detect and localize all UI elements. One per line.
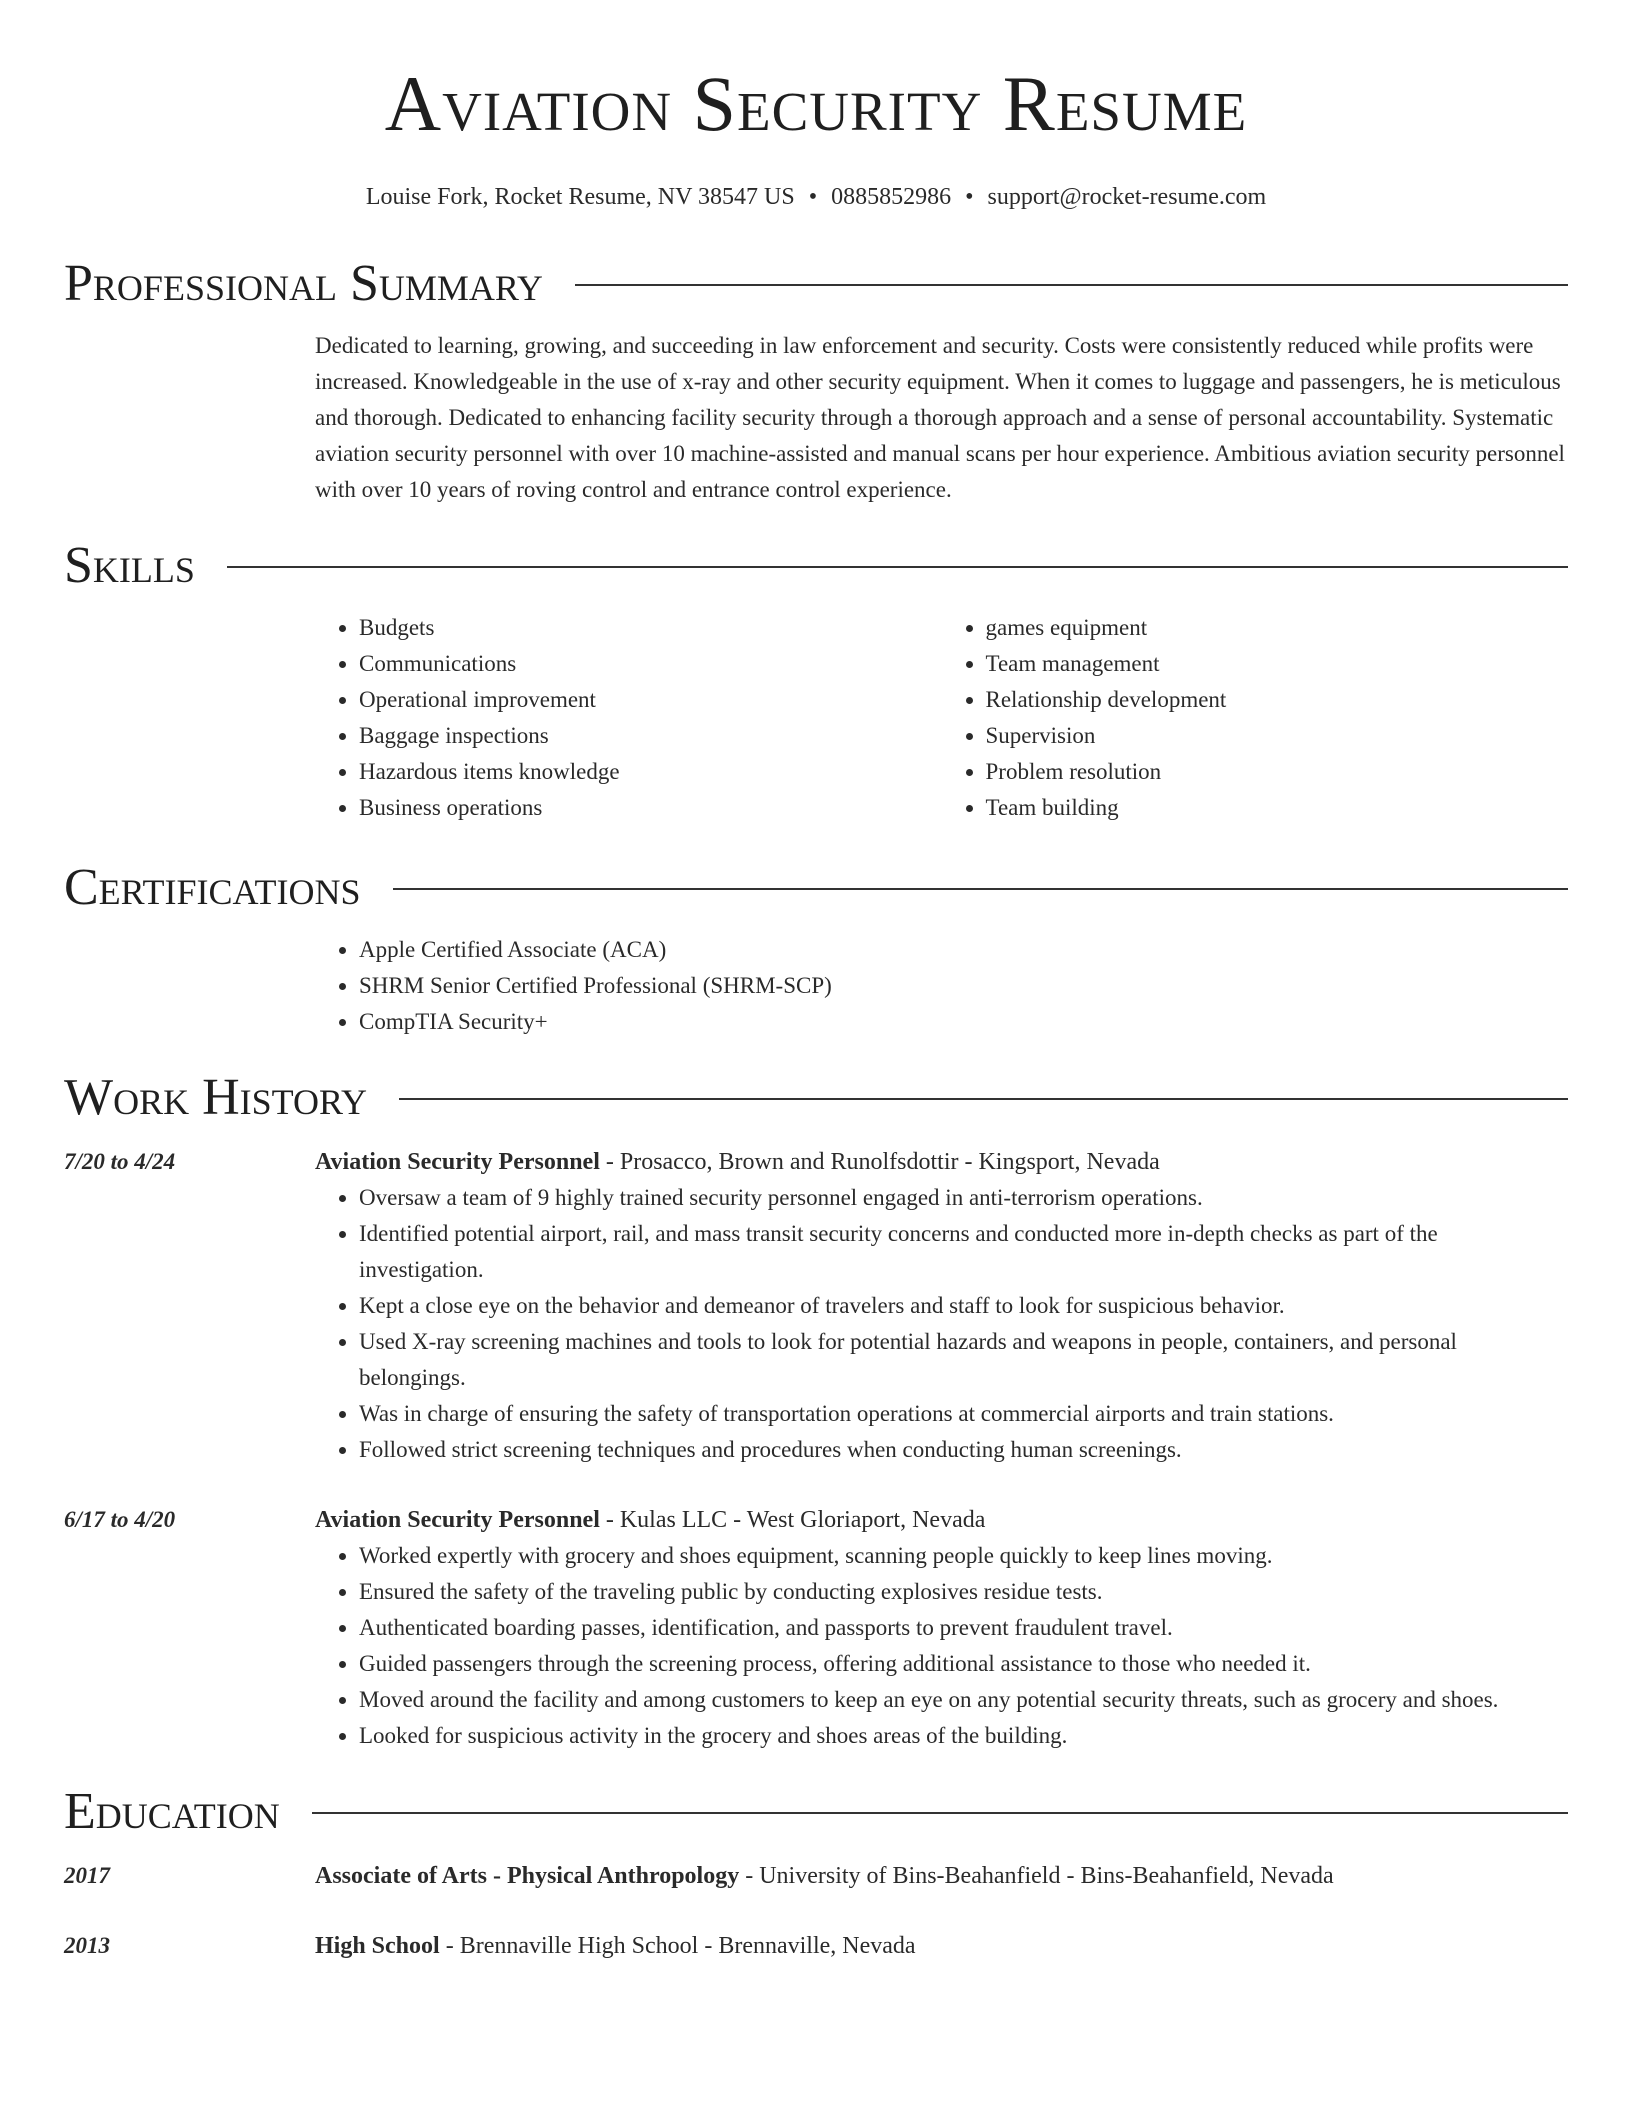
job-bullet: • Followed strict screening techniques and procedures when conducting human screenings. — [359, 1432, 1568, 1468]
job-bullet: • Guided passengers through the screening process, offering additional assistance to those who needed it. — [359, 1646, 1568, 1682]
education-school: - Brennaville High School - Brennaville, Nevada — [439, 1933, 916, 1959]
job-main — [315, 1144, 1568, 1468]
skills-list-left — [315, 610, 942, 826]
job-employer: - Prosacco, Brown and Runolfsdottir - Kingsport, Nevada — [599, 1149, 1160, 1175]
skills-heading: Skills — [64, 537, 195, 594]
skill-item: • Budgets — [359, 610, 942, 646]
skill-item: • Business operations — [359, 790, 942, 826]
summary-body — [64, 328, 1568, 508]
certification-item: • SHRM Senior Certified Professional (SHRM-SCP) — [359, 968, 1568, 1004]
education-section — [64, 1782, 1568, 1964]
skill-item: • Problem resolution — [986, 754, 1569, 790]
summary-header — [64, 254, 1568, 314]
certifications-header — [64, 858, 1568, 918]
work-history-header — [64, 1068, 1568, 1128]
education-heading-line — [315, 1858, 1568, 1894]
contact-address: Louise Fork, Rocket Resume, NV 38547 US — [365, 184, 795, 210]
skill-item: • Team building — [986, 790, 1569, 826]
job-bullet: • Kept a close eye on the behavior and demeanor of travelers and staff to look for suspicious behavior. — [359, 1288, 1568, 1324]
contact-email: support@rocket-resume.com — [987, 184, 1267, 210]
job-bullet: • Authenticated boarding passes, identification, and passports to prevent fraudulent travel. — [359, 1610, 1568, 1646]
job-entry — [64, 1502, 1568, 1754]
job-bullet: • Oversaw a team of 9 highly trained security personnel engaged in anti-terrorism operations. — [359, 1180, 1568, 1216]
job-bullet: • Looked for suspicious activity in the grocery and shoes areas of the building. — [359, 1718, 1568, 1754]
skill-item: • Operational improvement — [359, 682, 942, 718]
section-divider — [575, 284, 1568, 286]
section-divider — [393, 888, 1568, 890]
certification-item: • Apple Certified Associate (ACA) — [359, 932, 1568, 968]
skills-header — [64, 536, 1568, 596]
education-degree: High School — [315, 1933, 440, 1959]
job-bullet: • Worked expertly with grocery and shoes equipment, scanning people quickly to keep lines moving. — [359, 1538, 1568, 1574]
job-bullets — [315, 1180, 1568, 1468]
education-entry — [64, 1858, 1568, 1894]
work-history-section — [64, 1068, 1568, 1754]
job-entry — [64, 1144, 1568, 1468]
contact-separator: • — [808, 184, 818, 210]
work-history-heading: Work History — [64, 1069, 368, 1126]
job-heading — [315, 1502, 1568, 1538]
education-entry — [64, 1928, 1568, 1964]
summary-text: Dedicated to learning, growing, and succeeding in law enforcement and security. Costs were consistently reduced while profits were increased. Knowledgeable in the use of x-ray and other security equipment. When it comes to luggage and passengers, he is meticulous and thorough. Dedicated to enhancing facility security through a thorough approach and a sense of personal accountability. Systematic aviation security personnel with over 10 machine-assisted and manual scans per hour experience. Ambitious aviation security personnel with over 10 years of roving control and entrance control experience. — [315, 333, 1565, 502]
job-bullet: • Was in charge of ensuring the safety of transportation operations at commercial airports and train stations. — [359, 1396, 1568, 1432]
skill-item: • Relationship development — [986, 682, 1569, 718]
contact-line — [64, 180, 1568, 214]
section-divider — [227, 566, 1568, 568]
contact-phone: 0885852986 — [831, 184, 952, 210]
education-school: - University of Bins-Beahanfield - Bins-Beahanfield, Nevada — [739, 1863, 1334, 1889]
certifications-body — [64, 932, 1568, 1040]
summary-heading: Professional Summary — [64, 255, 543, 312]
certification-item: • CompTIA Security+ — [359, 1004, 1568, 1040]
summary-section — [64, 254, 1568, 508]
education-year: 2017 — [64, 1863, 110, 1888]
job-bullet: • Moved around the facility and among customers to keep an eye on any potential security threats, such as grocery and shoes. — [359, 1682, 1568, 1718]
resume-title: Aviation Security Resume — [384, 60, 1248, 147]
section-divider — [312, 1812, 1568, 1814]
job-dates: 7/20 to 4/24 — [64, 1149, 176, 1174]
contact-separator: • — [965, 184, 974, 210]
certifications-list — [315, 932, 1568, 1040]
skills-section — [64, 536, 1568, 826]
job-role: Aviation Security Personnel — [315, 1149, 600, 1175]
job-bullets — [315, 1538, 1568, 1754]
skill-item: • Communications — [359, 646, 942, 682]
job-dates: 6/17 to 4/20 — [64, 1507, 176, 1532]
skill-item: • Baggage inspections — [359, 718, 942, 754]
job-employer: - Kulas LLC - West Gloriaport, Nevada — [599, 1507, 986, 1533]
job-main — [315, 1502, 1568, 1754]
education-heading: Education — [64, 1783, 280, 1840]
job-bullet: • Ensured the safety of the traveling public by conducting explosives residue tests. — [359, 1574, 1568, 1610]
section-divider — [399, 1098, 1568, 1100]
education-degree: Associate of Arts - Physical Anthropology — [315, 1863, 740, 1889]
skill-item: • Team management — [986, 646, 1569, 682]
skills-body — [64, 610, 1568, 826]
education-header — [64, 1782, 1568, 1842]
job-role: Aviation Security Personnel — [315, 1507, 600, 1533]
skill-item: • games equipment — [986, 610, 1569, 646]
job-heading — [315, 1144, 1568, 1180]
education-heading-line — [315, 1928, 1568, 1964]
skill-item: • Supervision — [986, 718, 1569, 754]
skills-list-right — [942, 610, 1569, 826]
job-bullet: • Identified potential airport, rail, and mass transit security concerns and conducted more in-depth checks as part of the investigation. — [359, 1216, 1568, 1288]
skill-item: • Hazardous items knowledge — [359, 754, 942, 790]
job-bullet: • Used X-ray screening machines and tools to look for potential hazards and weapons in people, containers, and personal belongings. — [359, 1324, 1568, 1396]
certifications-heading: Certifications — [64, 859, 361, 916]
certifications-section — [64, 858, 1568, 1040]
education-year: 2013 — [64, 1933, 110, 1958]
